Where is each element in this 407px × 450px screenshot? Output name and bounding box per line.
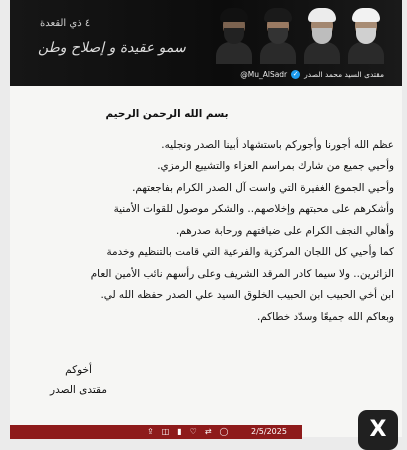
portrait-image	[346, 6, 386, 64]
post-body	[20, 104, 394, 328]
post-line: الزائرين.. ولا سيما كادر المرقد الشريف وعلى رأسهم نائب الأمين العام	[90, 267, 394, 280]
post-line: كما وأحيي كل اللجان المركزية والفرعية التي قامت بالتنظيم وخدمة	[106, 246, 394, 258]
reply-icon[interactable]: ◯	[219, 427, 229, 436]
x-logo-icon[interactable]: X	[358, 410, 398, 450]
action-icons	[147, 427, 229, 437]
verified-icon: ✓	[292, 70, 299, 78]
post-line: وأشكرهم على محبتهم وإخلاصهم.. والشكر موصول للقوات الأمنية	[113, 203, 394, 215]
post-line: ابن أخي الحبيب ابن الحبيب الخلوق السيد علي الصدر حفظه الله لي.	[100, 289, 394, 301]
header-banner	[10, 0, 402, 86]
banner-calligraphy: سمو عقيدة و إصلاح وطن	[38, 40, 186, 56]
post-line: عظم الله أجورنا وأجوركم باستشهاد أبينا الصدر ونجليه.	[161, 138, 394, 151]
signature-name: مقتدى الصدر	[50, 384, 107, 396]
bookmark-icon[interactable]: ◫	[161, 427, 170, 436]
like-icon[interactable]: ♡	[189, 427, 197, 436]
post-card	[10, 0, 402, 437]
portrait-image	[214, 6, 254, 64]
post-line: وأهالي النجف الكرام على ضيافتهم ورحابة صدرهم.	[175, 224, 394, 237]
signature-line: أخوكم	[65, 364, 92, 376]
portrait-image	[302, 6, 342, 64]
post-date: 2/5/2025	[251, 427, 287, 436]
portraits-strip	[214, 6, 386, 64]
views-icon[interactable]: ▮	[177, 427, 182, 436]
repost-icon[interactable]: ⇄	[204, 427, 212, 436]
banner-date: ٤ ذي القعدة	[40, 18, 91, 29]
account-name: مقتدى السيد محمد الصدر	[304, 70, 384, 79]
portrait-image	[258, 6, 298, 64]
post-line: وبعاكم الله جميعًا وسدّد خطاكم.	[256, 310, 394, 323]
share-icon[interactable]: ⇪	[147, 427, 154, 436]
signature	[50, 360, 107, 400]
handle: @Mu_AlSadr	[240, 70, 288, 79]
post-line: وأحيي جميع من شارك بمراسم العزاء والتشييع الرمزي.	[157, 160, 394, 172]
bismillah: بسم الله الرحمن الرحيم	[105, 108, 229, 120]
account-id[interactable]	[240, 70, 384, 79]
post-line: وأحيي الجموع الغفيرة التي واست آل الصدر الكرام بفاجعتهم.	[132, 181, 394, 194]
post-footer-bar	[10, 425, 302, 439]
